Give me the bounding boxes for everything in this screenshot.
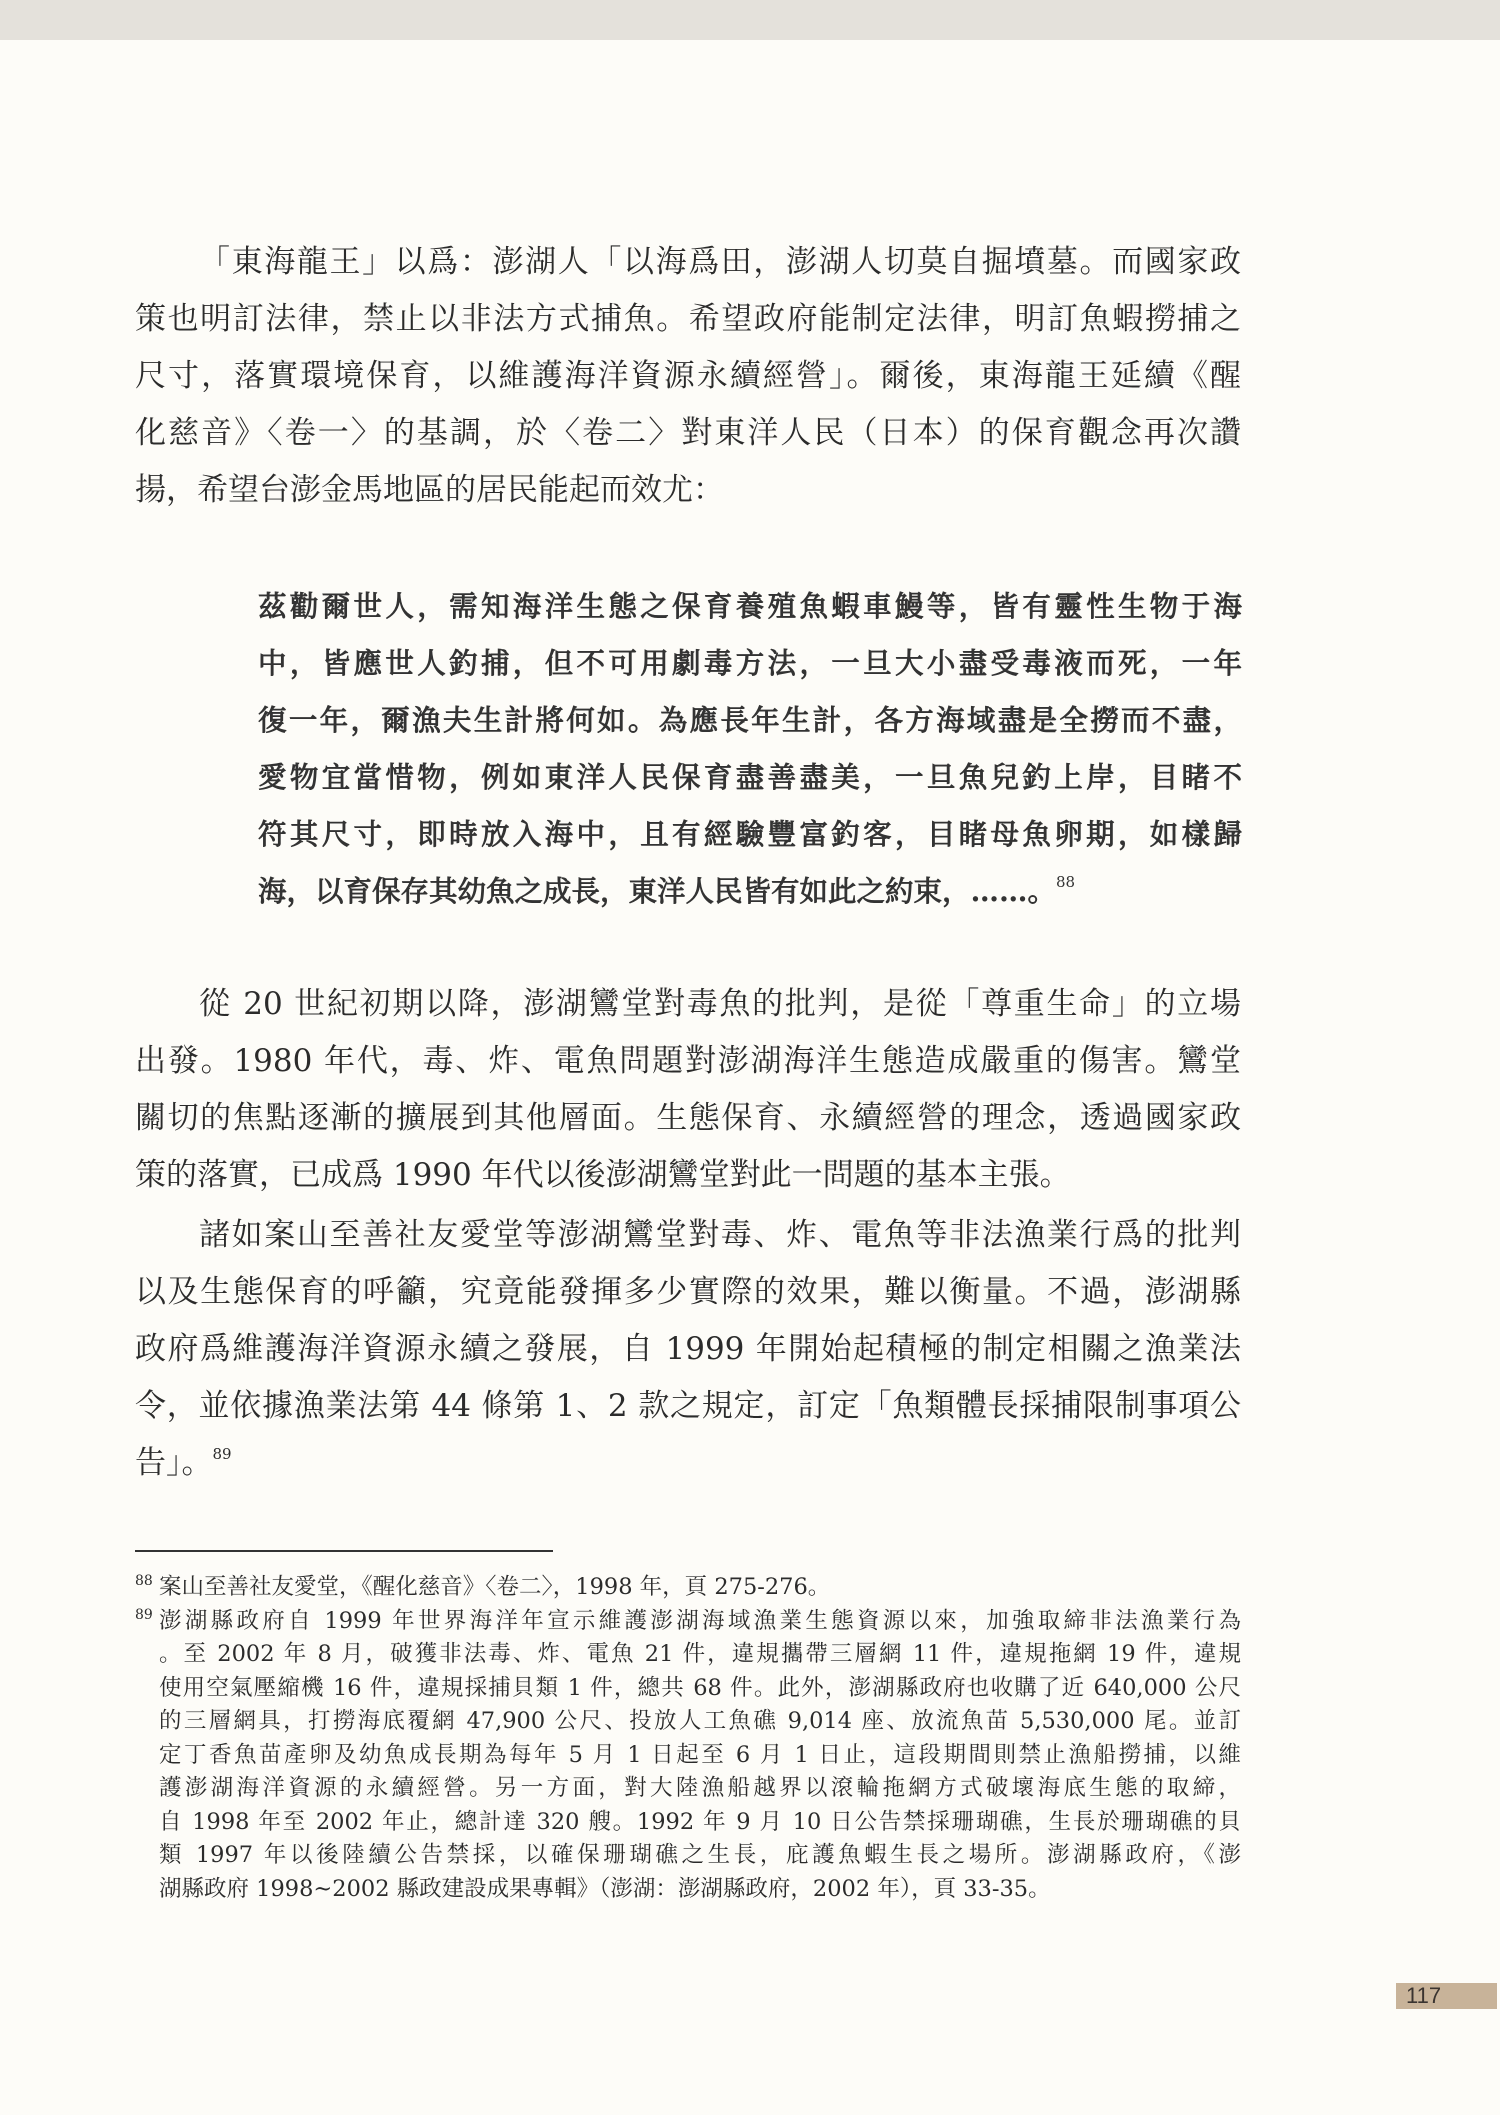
paragraph-3 — [135, 1207, 1241, 1492]
text-line: 關切的焦點逐漸的擴展到其他層面。生態保育、永續經營的理念，透過國家政 — [135, 1100, 1241, 1136]
text-line: 出發。1980 年代，毒、炸、電魚問題對澎湖海洋生態造成嚴重的傷害。鸞堂 — [135, 1043, 1241, 1079]
footnote-number: 88 — [135, 1573, 153, 1589]
footnote-line: 使用空氣壓縮機 16 件，違規採捕貝類 1 件，總共 68 件。此外，澎湖縣政府也收購了近 640,000 公尺 — [159, 1674, 1241, 1701]
quote-line: 愛物宜當惜物，例如東洋人民保育盡善盡美，一旦魚兒釣上岸，目睹不 — [258, 760, 1242, 794]
quote-line: 符其尺寸，即時放入海中，且有經驗豐富釣客，目睹母魚卵期，如樣歸 — [258, 817, 1242, 851]
text-line: 「東海龍王」以爲：澎湖人「以海爲田，澎湖人切莫自掘墳墓。而國家政 — [199, 244, 1241, 280]
footnote-88 — [135, 1571, 1241, 1605]
text-line: 策的落實，已成爲 1990 年代以後澎湖鸞堂對此一問題的基本主張。 — [135, 1157, 1071, 1193]
text-line: 令，並依據漁業法第 44 條第 1、2 款之規定，訂定「魚類體長採捕限制事項公 — [135, 1388, 1241, 1424]
footnote-line: 澎湖縣政府自 1999 年世界海洋年宣示維護澎湖海域漁業生態資源以來，加強取締非法漁業行為 — [159, 1607, 1241, 1634]
footnote-ref-89[interactable]: 89 — [212, 1445, 232, 1463]
scan-top-band — [0, 0, 1500, 40]
text-line: 尺寸，落實環境保育，以維護海洋資源永續經營」。爾後，東海龍王延續《醒 — [135, 358, 1241, 394]
footnote-line: 定丁香魚苗產卵及幼魚成長期為每年 5 月 1 日起至 6 月 1 日止，這段期間則禁止漁船撈捕，以維 — [159, 1741, 1241, 1768]
footnote-line: 湖縣政府 1998~2002 縣政建設成果專輯》（澎湖：澎湖縣政府，2002 年），頁 33-35。 — [159, 1875, 1051, 1902]
block-quote — [258, 578, 1242, 920]
quote-line: 復一年，爾漁夫生計將何如。為應長年生計，各方海域盡是全撈而不盡， — [258, 703, 1242, 737]
text-line: 從 20 世紀初期以降，澎湖鸞堂對毒魚的批判，是從「尊重生命」的立場 — [199, 986, 1241, 1022]
text-line: 政府爲維護海洋資源永續之發展，自 1999 年開始起積極的制定相關之漁業法 — [135, 1331, 1241, 1367]
text-line: 策也明訂法律，禁止以非法方式捕魚。希望政府能制定法律，明訂魚蝦撈捕之 — [135, 301, 1241, 337]
text-line: 化慈音》〈卷一〉的基調，於〈卷二〉對東洋人民（日本）的保育觀念再次讚 — [135, 415, 1241, 451]
page-number: 117 — [1396, 1983, 1497, 2009]
quote-line — [258, 863, 1242, 920]
quote-text: 海，以育保存其幼魚之成長，東洋人民皆有如此之約束，……。 — [258, 874, 1057, 908]
footnote-divider — [135, 1550, 553, 1552]
quote-line: 中，皆應世人釣捕，但不可用劇毒方法，一旦大小盡受毒液而死，一年 — [258, 646, 1242, 680]
text-line: 以及生態保育的呼籲，究竟能發揮多少實際的效果，難以衡量。不過，澎湖縣 — [135, 1274, 1241, 1310]
quote-line: 茲勸爾世人，需知海洋生態之保育養殖魚蝦車鰻等，皆有靈性生物于海 — [258, 589, 1242, 623]
footnote-number: 89 — [135, 1606, 153, 1623]
footnote-line: 護澎湖海洋資源的永續經營。另一方面，對大陸漁船越界以滾輪拖網方式破壞海底生態的取締， — [159, 1775, 1241, 1801]
text-line: 諸如案山至善社友愛堂等澎湖鸞堂對毒、炸、電魚等非法漁業行爲的批判 — [199, 1217, 1241, 1253]
footnotes — [135, 1571, 1241, 1906]
footnote-line: 自 1998 年至 2002 年止，總計達 320 艘。1992 年 9 月 10 日公告禁採珊瑚礁，生長於珊瑚礁的貝 — [159, 1808, 1241, 1835]
paragraph-2 — [135, 976, 1241, 1204]
footnote-line: 的三層網具，打撈海底覆網 47,900 公尺、投放人工魚礁 9,014 座、放流魚苗 5,530,000 尾。並訂 — [159, 1708, 1241, 1734]
footnote-line: 。至 2002 年 8 月，破獲非法毒、炸、電魚 21 件，違規攜帶三層網 11 件，違規拖網 19 件，違規 — [159, 1641, 1241, 1667]
text-line — [135, 1435, 1241, 1492]
footnote-89 — [135, 1605, 1241, 1639]
text-line: 揚，希望台澎金馬地區的居民能起而效尤： — [135, 472, 724, 508]
footnote-line: 類 1997 年以後陸續公告禁採，以確保珊瑚礁之生長，庇護魚蝦生長之場所。澎湖縣政府，《澎 — [159, 1842, 1241, 1868]
footnote-line: 案山至善社友愛堂，《醒化慈音》〈卷二〉，1998 年，頁 275-276。 — [159, 1574, 831, 1600]
paragraph-text: 告」。 — [135, 1445, 213, 1481]
footnote-ref-88[interactable]: 88 — [1056, 873, 1076, 891]
paragraph-1 — [135, 234, 1241, 519]
